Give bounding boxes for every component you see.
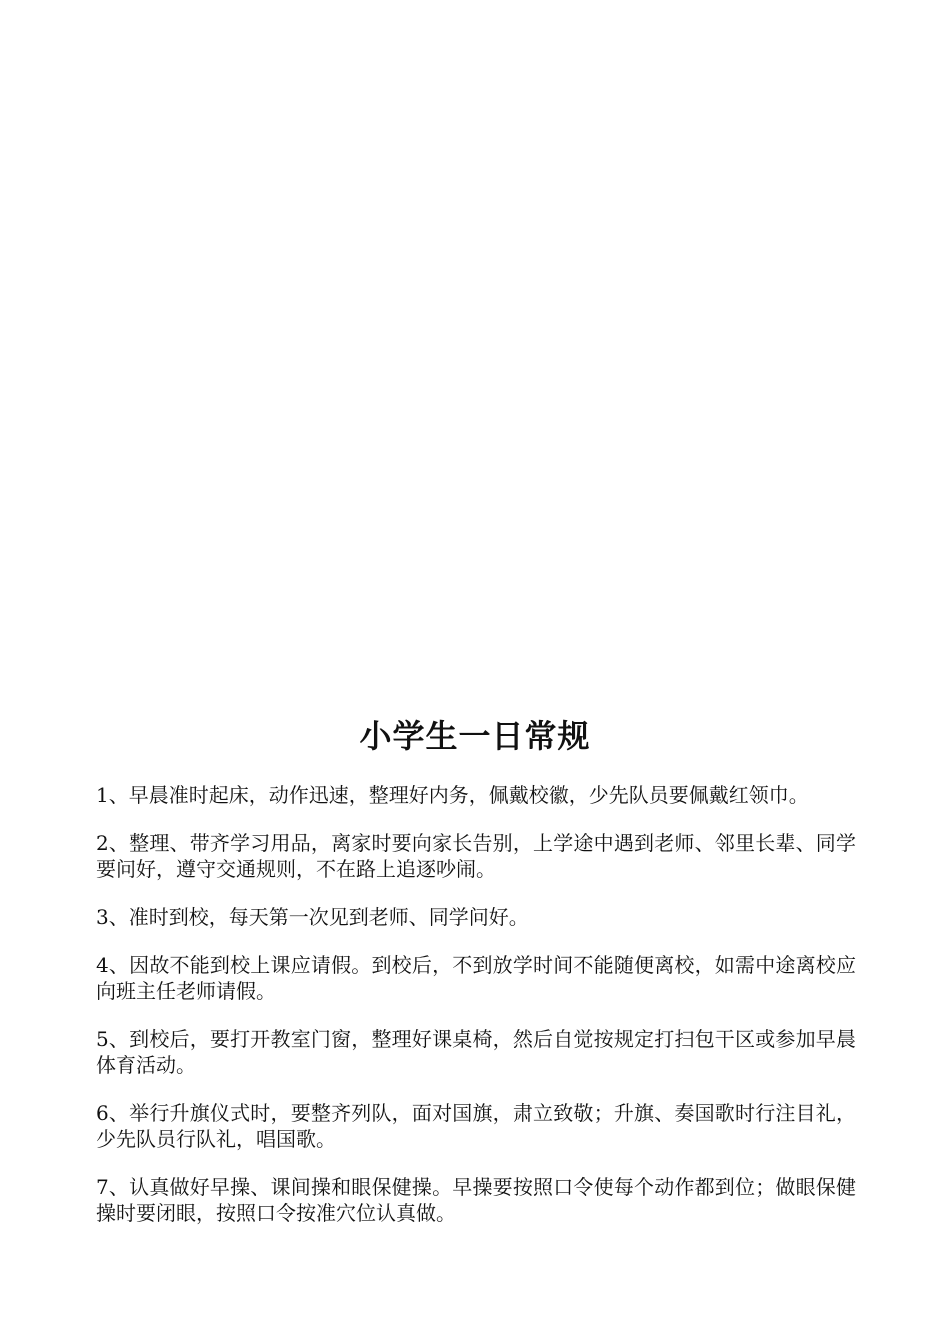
rule-item-3: 3、准时到校，每天第一次见到老师、同学问好。 — [96, 905, 529, 929]
rule-item-1: 1、早晨准时起床，动作迅速，整理好内务，佩戴校徽，少先队员要佩戴红领巾。 — [96, 783, 809, 807]
rule-item-5: 5、到校后，要打开教室门窗，整理好课桌椅，然后自觉按规定打扫包干区或参加早晨体育活动。 — [96, 1027, 856, 1077]
document-title: 小学生一日常规 — [359, 717, 591, 755]
rules-list — [96, 782, 856, 1248]
rule-item-7: 7、认真做好早操、课间操和眼保健操。早操要按照口令使每个动作都到位；做眼保健操时要闭眼，按照口令按准穴位认真做。 — [96, 1175, 856, 1225]
rule-item-6: 6、举行升旗仪式时，要整齐列队，面对国旗，肃立致敬；升旗、奏国歌时行注目礼，少先队员行队礼，唱国歌。 — [96, 1101, 856, 1151]
rule-item-4: 4、因故不能到校上课应请假。到校后，不到放学时间不能随便离校，如需中途离校应向班主任老师请假。 — [96, 953, 856, 1003]
rule-item-2: 2、整理、带齐学习用品，离家时要向家长告别，上学途中遇到老师、邻里长辈、同学要问好，遵守交通规则，不在路上追逐吵闹。 — [96, 831, 856, 881]
